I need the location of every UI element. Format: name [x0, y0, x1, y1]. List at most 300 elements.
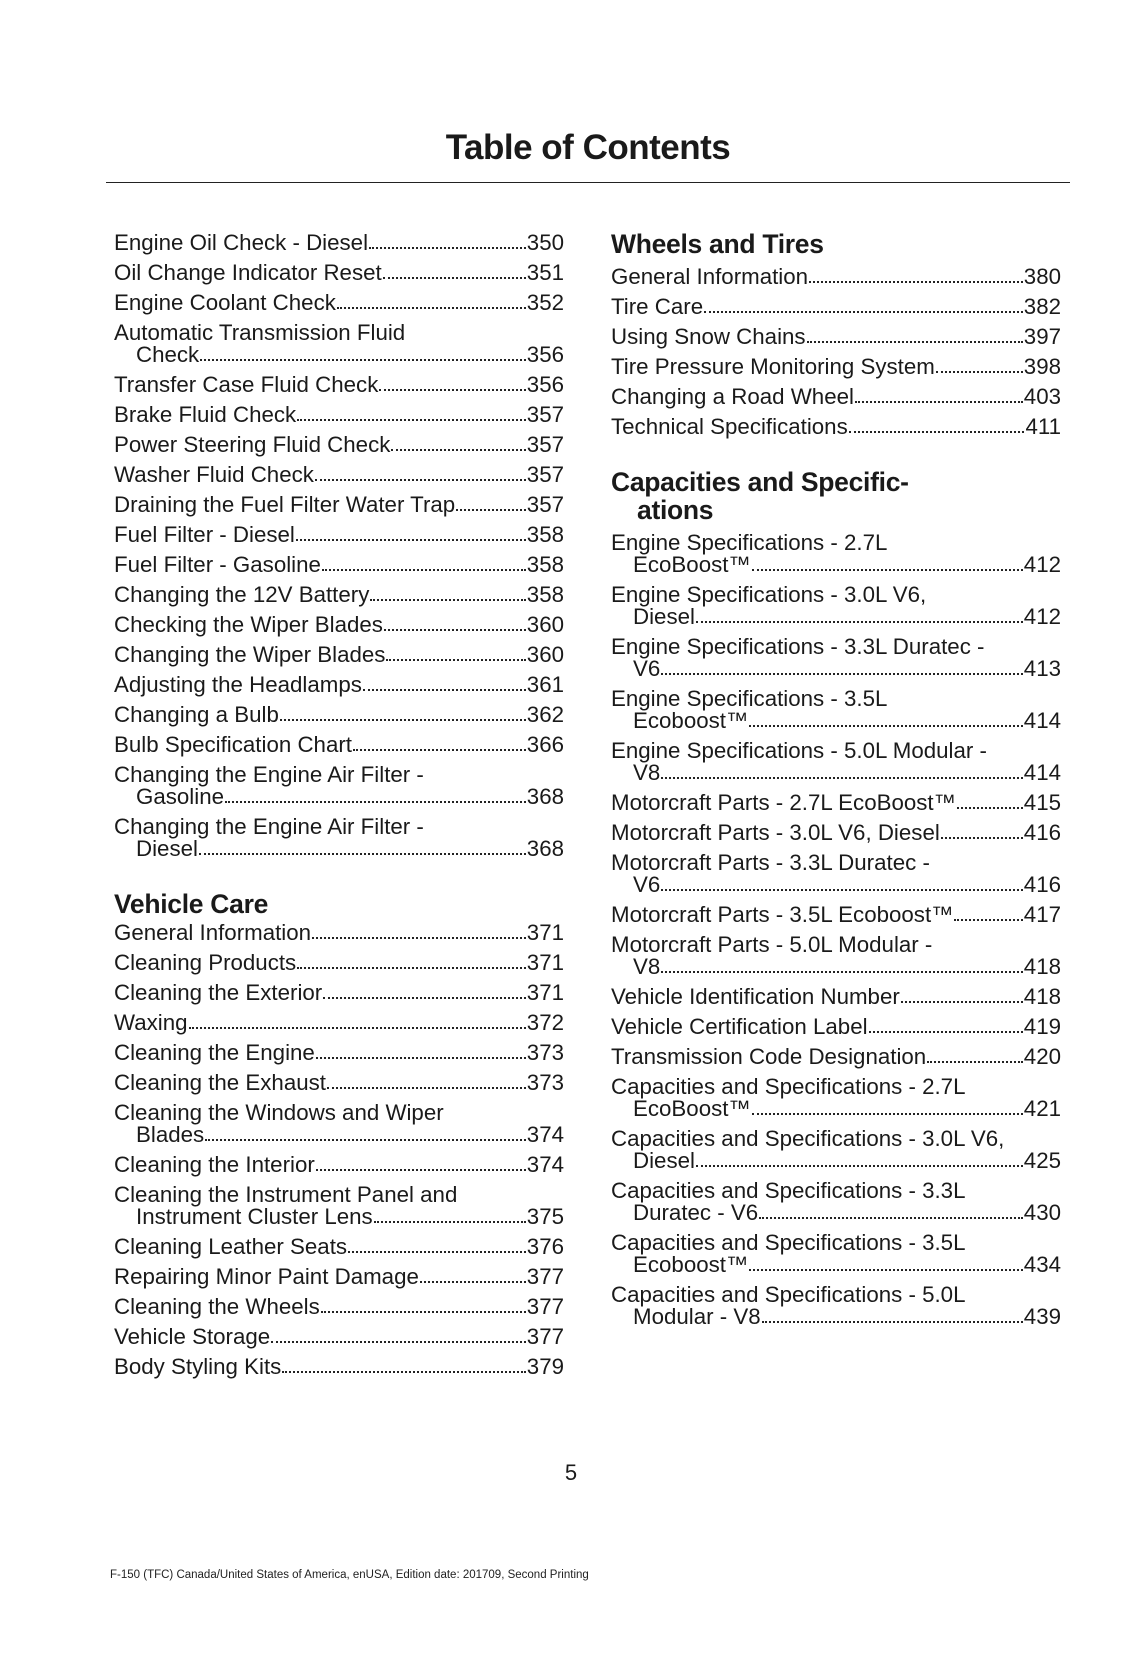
dot-leader — [369, 247, 526, 249]
toc-entry-row — [611, 710, 1061, 732]
toc-entry-row — [611, 266, 1061, 288]
toc-entry[interactable] — [114, 610, 564, 640]
toc-entry-title: Washer Fluid Check — [114, 462, 314, 487]
toc-entry[interactable] — [611, 1042, 1061, 1072]
toc-entry-title: Modular - V8 — [633, 1304, 761, 1329]
toc-entry-title: Changing the Wiper Blades — [114, 642, 386, 667]
toc-entry-page-number: 377 — [526, 1324, 564, 1349]
dot-leader — [316, 1057, 526, 1059]
dot-leader — [927, 1061, 1023, 1063]
dot-leader — [957, 807, 1023, 809]
toc-entry-row — [114, 524, 564, 546]
dot-leader — [696, 1165, 1023, 1167]
section-heading-line-2: ations — [637, 495, 714, 525]
toc-entry-row — [611, 606, 1061, 628]
toc-entry-page-number: 357 — [526, 432, 564, 457]
dot-leader — [807, 341, 1023, 343]
toc-list-vehicle-care — [114, 918, 564, 1382]
toc-entry-title: Body Styling Kits — [114, 1354, 282, 1379]
toc-entry-page-number: 350 — [526, 230, 564, 255]
toc-entry-page-number: 439 — [1023, 1304, 1061, 1329]
toc-entry-title-line-1: Capacities and Specifications - 3.5L — [611, 1230, 966, 1255]
toc-entry-page-number: 412 — [1023, 604, 1061, 629]
page-title: Table of Contents — [445, 128, 731, 167]
toc-entry-row — [114, 982, 564, 1004]
toc-entry[interactable] — [114, 370, 564, 400]
toc-entry-row — [114, 262, 564, 284]
toc-entry[interactable] — [114, 1292, 564, 1322]
toc-entry-title: Vehicle Storage — [114, 1324, 271, 1349]
toc-entry-row — [114, 1012, 564, 1034]
toc-entry[interactable] — [611, 1124, 1061, 1176]
toc-entry[interactable] — [114, 670, 564, 700]
toc-entry-title: EcoBoost™ — [633, 1096, 751, 1121]
toc-entry[interactable] — [114, 228, 564, 258]
toc-entry-page-number: 418 — [1023, 954, 1061, 979]
toc-entry-row — [114, 786, 564, 808]
toc-entry[interactable] — [114, 258, 564, 288]
toc-entry[interactable] — [611, 1280, 1061, 1332]
toc-entry[interactable] — [114, 1352, 564, 1382]
toc-entry[interactable] — [114, 460, 564, 490]
toc-entry-page-number: 356 — [526, 342, 564, 367]
toc-entry-page-number: 375 — [526, 1204, 564, 1229]
toc-entry-page-number: 420 — [1023, 1044, 1061, 1069]
toc-entry[interactable] — [114, 490, 564, 520]
toc-entry-page-number: 358 — [526, 582, 564, 607]
toc-entry-row — [611, 1306, 1061, 1328]
toc-entry-title: Gasoline — [136, 784, 225, 809]
dot-leader — [297, 967, 526, 969]
toc-entry-title: Motorcraft Parts - 2.7L EcoBoost™ — [611, 790, 956, 815]
toc-entry-title: Tire Pressure Monitoring System — [611, 354, 935, 379]
toc-entry[interactable] — [611, 788, 1061, 818]
section-heading-line-1: Capacities and Specific- — [611, 467, 909, 497]
toc-entry[interactable] — [114, 1180, 564, 1232]
toc-entry-row — [611, 296, 1061, 318]
toc-entry-row — [611, 986, 1061, 1008]
dot-leader — [386, 659, 525, 661]
toc-entry-row — [114, 1072, 564, 1094]
toc-entry-title: Power Steering Fluid Check — [114, 432, 391, 457]
toc-entry-title: Fuel Filter - Diesel — [114, 522, 295, 547]
toc-entry-title: Technical Specifications — [611, 414, 848, 439]
toc-entry-title: Transfer Case Fluid Check — [114, 372, 379, 397]
toc-entry[interactable] — [114, 1232, 564, 1262]
dot-leader — [661, 777, 1023, 779]
toc-entry-page-number: 362 — [526, 702, 564, 727]
toc-column-right — [611, 228, 1061, 1332]
toc-entry[interactable] — [611, 848, 1061, 900]
toc-entry-page-number: 418 — [1023, 984, 1061, 1009]
toc-entry-row — [611, 874, 1061, 896]
toc-entry-page-number: 371 — [526, 920, 564, 945]
dot-leader — [661, 889, 1023, 891]
dot-leader — [327, 1087, 526, 1089]
toc-entry-row — [611, 554, 1061, 576]
toc-entry-page-number: 360 — [526, 642, 564, 667]
toc-entry-row — [611, 416, 1061, 438]
toc-entry[interactable] — [611, 736, 1061, 788]
dot-leader — [312, 937, 526, 939]
toc-entry-title: Vehicle Certification Label — [611, 1014, 868, 1039]
toc-entry-title: Ecoboost™ — [633, 1252, 749, 1277]
toc-entry-title: Motorcraft Parts - 3.0L V6, Diesel — [611, 820, 940, 845]
toc-entry-title: General Information — [114, 920, 312, 945]
toc-entry-row — [611, 658, 1061, 680]
toc-entry-page-number: 358 — [526, 522, 564, 547]
toc-entry-title: Engine Oil Check - Diesel — [114, 230, 369, 255]
toc-entry-row — [114, 644, 564, 666]
toc-entry-page-number: 357 — [526, 402, 564, 427]
dot-leader — [379, 389, 525, 391]
toc-entry-title: Oil Change Indicator Reset — [114, 260, 382, 285]
toc-entry-row — [611, 1046, 1061, 1068]
toc-entry-page-number: 379 — [526, 1354, 564, 1379]
toc-entry-page-number: 360 — [526, 612, 564, 637]
toc-entry-title: Duratec - V6 — [633, 1200, 759, 1225]
dot-leader — [280, 719, 526, 721]
toc-entry-title: Using Snow Chains — [611, 324, 806, 349]
toc-entry-title: Cleaning the Interior — [114, 1152, 315, 1177]
dot-leader — [323, 997, 526, 999]
toc-entry-title: Cleaning the Exhaust — [114, 1070, 326, 1095]
toc-entry[interactable] — [611, 352, 1061, 382]
toc-entry-row — [611, 822, 1061, 844]
toc-entry-title: Changing the 12V Battery — [114, 582, 370, 607]
toc-entry-page-number: 372 — [526, 1010, 564, 1035]
toc-entry-page-number: 373 — [526, 1040, 564, 1065]
toc-entry[interactable] — [114, 400, 564, 430]
toc-entry-title: Ecoboost™ — [633, 708, 749, 733]
toc-entry-title: EcoBoost™ — [633, 552, 751, 577]
toc-entry-title: Cleaning Leather Seats — [114, 1234, 348, 1259]
dot-leader — [363, 689, 526, 691]
toc-entry[interactable] — [611, 632, 1061, 684]
toc-entry-row — [611, 1202, 1061, 1224]
toc-entry[interactable] — [611, 900, 1061, 930]
toc-entry-page-number: 412 — [1023, 552, 1061, 577]
toc-entry-row — [114, 614, 564, 636]
section-heading-capacities — [611, 468, 1061, 524]
dot-leader — [661, 673, 1023, 675]
toc-entry-title: V8 — [633, 760, 661, 785]
toc-entry[interactable] — [114, 812, 564, 864]
toc-entry-page-number: 397 — [1023, 324, 1061, 349]
toc-entry[interactable] — [611, 1228, 1061, 1280]
toc-list-capacities — [611, 528, 1061, 1332]
toc-entry[interactable] — [611, 930, 1061, 982]
toc-entry[interactable] — [611, 528, 1061, 580]
toc-entry-row — [114, 1326, 564, 1348]
dot-leader — [205, 1139, 526, 1141]
toc-entry[interactable] — [114, 1038, 564, 1068]
dot-leader — [869, 1031, 1023, 1033]
dot-leader — [809, 281, 1023, 283]
toc-entry-page-number: 416 — [1023, 820, 1061, 845]
dot-leader — [337, 307, 526, 309]
toc-entry-page-number: 414 — [1023, 760, 1061, 785]
toc-entry-row — [114, 1236, 564, 1258]
toc-entry-title: Cleaning the Wheels — [114, 1294, 320, 1319]
toc-entry[interactable] — [114, 580, 564, 610]
dot-leader — [749, 725, 1023, 727]
dot-leader — [696, 621, 1023, 623]
toc-entry-row — [611, 904, 1061, 926]
toc-entry-row — [114, 232, 564, 254]
dot-leader — [370, 599, 525, 601]
dot-leader — [271, 1341, 526, 1343]
toc-entry-row — [114, 704, 564, 726]
toc-entry-row — [114, 1206, 564, 1228]
toc-entry[interactable] — [114, 730, 564, 760]
toc-entry[interactable] — [114, 700, 564, 730]
toc-entry-title: Instrument Cluster Lens — [136, 1204, 373, 1229]
toc-entry-title: V8 — [633, 954, 661, 979]
toc-entry-row — [114, 1042, 564, 1064]
toc-entry-title-line-1: Capacities and Specifications - 3.3L — [611, 1178, 966, 1203]
toc-entry[interactable] — [114, 288, 564, 318]
toc-entry-page-number: 425 — [1023, 1148, 1061, 1173]
toc-entry-title: Motorcraft Parts - 3.5L Ecoboost™ — [611, 902, 954, 927]
toc-entry-title: Blades — [136, 1122, 205, 1147]
toc-entry[interactable] — [114, 318, 564, 370]
toc-entry-title: Check — [136, 342, 200, 367]
dot-leader — [456, 509, 526, 511]
toc-entry-title: V6 — [633, 656, 661, 681]
toc-entry-page-number: 380 — [1023, 264, 1061, 289]
toc-entry-page-number: 374 — [526, 1122, 564, 1147]
toc-entry[interactable] — [611, 382, 1061, 412]
toc-entry-title: Brake Fluid Check — [114, 402, 297, 427]
toc-entry-title: Waxing — [114, 1010, 188, 1035]
toc-entry-page-number: 358 — [526, 552, 564, 577]
toc-entry-row — [611, 762, 1061, 784]
toc-entry-page-number: 398 — [1023, 354, 1061, 379]
toc-entry-title-line-1: Motorcraft Parts - 3.3L Duratec - — [611, 850, 930, 875]
toc-entry-row — [114, 344, 564, 366]
toc-entry[interactable] — [611, 982, 1061, 1012]
toc-entry[interactable] — [114, 640, 564, 670]
toc-entry-title-line-1: Engine Specifications - 3.5L — [611, 686, 888, 711]
toc-entry-row — [114, 494, 564, 516]
dot-leader — [704, 311, 1023, 313]
toc-entry-row — [611, 1254, 1061, 1276]
toc-entry-page-number: 415 — [1023, 790, 1061, 815]
toc-entry[interactable] — [114, 520, 564, 550]
toc-entry-row — [611, 386, 1061, 408]
toc-entry[interactable] — [114, 1098, 564, 1150]
dot-leader — [316, 1169, 526, 1171]
toc-entry-page-number: 356 — [526, 372, 564, 397]
toc-entry-title-line-1: Changing the Engine Air Filter - — [114, 762, 424, 787]
toc-entry-page-number: 374 — [526, 1152, 564, 1177]
toc-entry-title: Cleaning the Engine — [114, 1040, 315, 1065]
toc-entry-page-number: 377 — [526, 1294, 564, 1319]
toc-entry[interactable] — [114, 1150, 564, 1180]
toc-entry-title-line-1: Capacities and Specifications - 2.7L — [611, 1074, 966, 1099]
dot-leader — [941, 837, 1023, 839]
toc-entry-title-line-1: Motorcraft Parts - 5.0L Modular - — [611, 932, 933, 957]
toc-entry-page-number: 417 — [1023, 902, 1061, 927]
toc-entry-page-number: 351 — [526, 260, 564, 285]
dot-leader — [322, 569, 526, 571]
toc-entry-row — [114, 404, 564, 426]
dot-leader — [752, 569, 1023, 571]
dot-leader — [348, 1251, 526, 1253]
toc-entry-title-line-1: Engine Specifications - 2.7L — [611, 530, 888, 555]
dot-leader — [661, 971, 1023, 973]
dot-leader — [282, 1371, 525, 1373]
dot-leader — [749, 1269, 1023, 1271]
dot-leader — [384, 629, 526, 631]
toc-entry[interactable] — [114, 918, 564, 948]
toc-entry[interactable] — [114, 430, 564, 460]
dot-leader — [353, 749, 526, 751]
dot-leader — [420, 1281, 526, 1283]
toc-entry-title: Draining the Fuel Filter Water Trap — [114, 492, 456, 517]
dot-leader — [391, 449, 525, 451]
toc-entry-title: Diesel — [136, 836, 198, 861]
toc-entry-row — [114, 464, 564, 486]
dot-leader — [200, 359, 526, 361]
toc-entry-title: Transmission Code Designation — [611, 1044, 927, 1069]
toc-entry-title-line-1: Cleaning the Instrument Panel and — [114, 1182, 458, 1207]
title-divider — [106, 182, 1070, 183]
toc-entry[interactable] — [114, 948, 564, 978]
toc-entry-page-number: 368 — [526, 836, 564, 861]
toc-entry-title-line-1: Capacities and Specifications - 5.0L — [611, 1282, 966, 1307]
toc-entry-page-number: 382 — [1023, 294, 1061, 319]
toc-entry-title-line-1: Engine Specifications - 3.0L V6, — [611, 582, 927, 607]
page-number: 5 — [564, 1460, 578, 1485]
toc-entry[interactable] — [611, 1072, 1061, 1124]
section-heading-vehicle-care: Vehicle Care — [114, 889, 269, 919]
toc-entry-title-line-1: Engine Specifications - 5.0L Modular - — [611, 738, 987, 763]
toc-entry[interactable] — [611, 292, 1061, 322]
toc-entry-page-number: 411 — [1025, 414, 1061, 439]
dot-leader — [189, 1027, 526, 1029]
toc-entry-title: Bulb Specification Chart — [114, 732, 352, 757]
dot-leader — [855, 401, 1023, 403]
toc-entry[interactable] — [114, 1322, 564, 1352]
toc-entry[interactable] — [114, 1008, 564, 1038]
dot-leader — [225, 801, 526, 803]
toc-entry-row — [611, 356, 1061, 378]
dot-leader — [315, 479, 526, 481]
toc-entry-row — [114, 1266, 564, 1288]
toc-entry[interactable] — [114, 550, 564, 580]
section-heading-wheels-and-tires: Wheels and Tires — [611, 229, 824, 259]
toc-entry-page-number: 416 — [1023, 872, 1061, 897]
toc-entry-title: V6 — [633, 872, 661, 897]
toc-entry-title: Fuel Filter - Gasoline — [114, 552, 321, 577]
toc-entry-page-number: 366 — [526, 732, 564, 757]
dot-leader — [936, 371, 1023, 373]
toc-entry-title: Diesel — [633, 1148, 695, 1173]
toc-entry-page-number: 373 — [526, 1070, 564, 1095]
dot-leader — [954, 919, 1022, 921]
dot-leader — [297, 419, 526, 421]
toc-entry-row — [611, 1150, 1061, 1172]
toc-entry-page-number: 434 — [1023, 1252, 1061, 1277]
toc-entry-page-number: 357 — [526, 462, 564, 487]
toc-entry-title: Engine Coolant Check — [114, 290, 336, 315]
toc-entry[interactable] — [611, 818, 1061, 848]
toc-entry[interactable] — [114, 978, 564, 1008]
toc-entry-title: Changing a Road Wheel — [611, 384, 854, 409]
toc-entry-title: Changing a Bulb — [114, 702, 279, 727]
toc-entry-page-number: 377 — [526, 1264, 564, 1289]
toc-entry-row — [114, 1154, 564, 1176]
toc-entry[interactable] — [611, 1012, 1061, 1042]
toc-entry-row — [611, 1098, 1061, 1120]
toc-entry-row — [114, 838, 564, 860]
toc-entry-title: Cleaning the Exterior — [114, 980, 323, 1005]
toc-entry-row — [611, 792, 1061, 814]
toc-entry-page-number: 371 — [526, 980, 564, 1005]
toc-entry-title: Cleaning Products — [114, 950, 297, 975]
toc-entry-row — [114, 584, 564, 606]
dot-leader — [383, 277, 526, 279]
toc-entry[interactable] — [114, 1068, 564, 1098]
dot-leader — [762, 1321, 1023, 1323]
dot-leader — [752, 1113, 1023, 1115]
toc-entry-page-number: 357 — [526, 492, 564, 517]
dot-leader — [296, 539, 526, 541]
toc-entry[interactable] — [611, 580, 1061, 632]
toc-entry-row — [114, 434, 564, 456]
toc-entry-row — [611, 326, 1061, 348]
toc-entry[interactable] — [114, 760, 564, 812]
toc-entry-page-number: 371 — [526, 950, 564, 975]
toc-entry-title-line-1: Cleaning the Windows and Wiper — [114, 1100, 444, 1125]
toc-entry-page-number: 352 — [526, 290, 564, 315]
toc-entry[interactable] — [611, 412, 1061, 442]
toc-entry-title: Tire Care — [611, 294, 704, 319]
toc-entry-row — [114, 1356, 564, 1378]
toc-entry-page-number: 361 — [526, 672, 564, 697]
toc-entry-title-line-1: Changing the Engine Air Filter - — [114, 814, 424, 839]
toc-list-maintenance — [114, 228, 564, 864]
toc-entry-title-line-1: Automatic Transmission Fluid — [114, 320, 406, 345]
toc-entry[interactable] — [611, 1176, 1061, 1228]
toc-entry-row — [114, 292, 564, 314]
toc-entry[interactable] — [611, 262, 1061, 292]
dot-leader — [759, 1217, 1023, 1219]
toc-entry[interactable] — [611, 322, 1061, 352]
toc-entry-page-number: 419 — [1023, 1014, 1061, 1039]
footer-edition-info: F-150 (TFC) Canada/United States of America, enUSA, Edition date: 201709, Second Printing — [110, 1569, 589, 1581]
toc-entry-row — [114, 554, 564, 576]
toc-entry-title: Diesel — [633, 604, 695, 629]
dot-leader — [901, 1001, 1023, 1003]
toc-entry-row — [611, 1016, 1061, 1038]
dot-leader — [321, 1311, 526, 1313]
toc-entry-page-number: 376 — [526, 1234, 564, 1259]
toc-column-left — [114, 228, 564, 1382]
toc-entry-title-line-1: Engine Specifications - 3.3L Duratec - — [611, 634, 985, 659]
toc-entry-row — [114, 374, 564, 396]
toc-entry-row — [114, 734, 564, 756]
toc-entry-title: Adjusting the Headlamps — [114, 672, 362, 697]
toc-entry-row — [114, 1124, 564, 1146]
dot-leader — [199, 853, 526, 855]
toc-entry[interactable] — [611, 684, 1061, 736]
toc-entry[interactable] — [114, 1262, 564, 1292]
toc-list-wheels-and-tires — [611, 262, 1061, 442]
toc-entry-page-number: 403 — [1023, 384, 1061, 409]
